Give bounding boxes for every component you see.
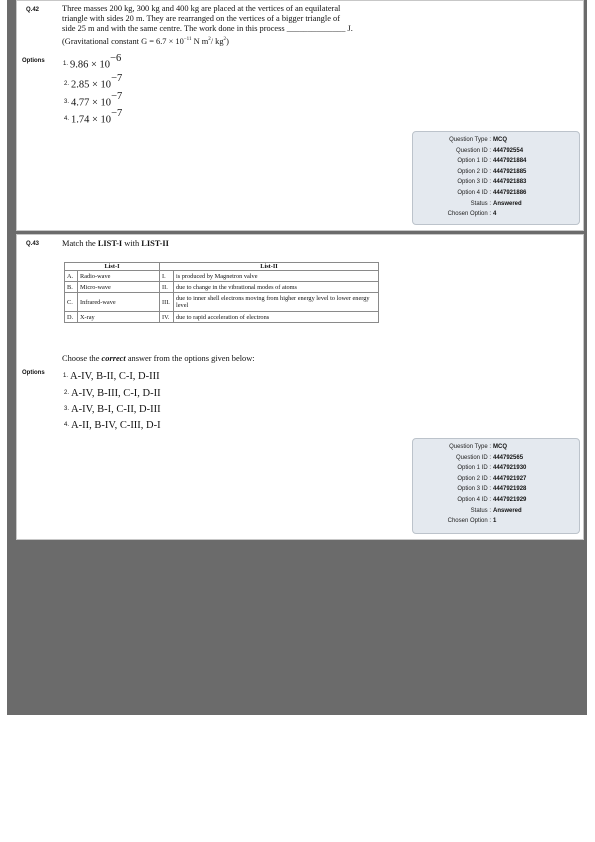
info-row: Option 1 ID : 4447921930 bbox=[457, 465, 527, 472]
info-row: Chosen Option : 4 bbox=[447, 211, 497, 218]
info-row: Status : Answered bbox=[470, 507, 522, 514]
info-row: Status : Answered bbox=[470, 200, 522, 207]
option-2: 2. A-IV, B-III, C-I, D-II bbox=[64, 388, 161, 399]
info-row: Option 3 ID : 4447921928 bbox=[457, 486, 527, 493]
info-row: Option 2 ID : 4447921885 bbox=[457, 168, 527, 175]
info-row: Option 4 ID : 4447921929 bbox=[457, 496, 527, 503]
options-label: Options bbox=[22, 58, 45, 64]
match-table bbox=[64, 262, 379, 323]
info-row: Question Type : MCQ bbox=[449, 137, 507, 143]
option-1: 1. A-IV, B-II, C-I, D-III bbox=[63, 371, 160, 382]
table-row: C. Infrared-wave III. due to inner shell electrons moving from higher energy level to lower energy level bbox=[65, 293, 379, 312]
choose-instruction: Choose the correct answer from the options given below: bbox=[62, 354, 255, 363]
info-row: Question Type : MCQ bbox=[449, 444, 507, 450]
question-text-line-1: Three masses 200 kg, 300 kg and 400 kg are placed at the vertices of an equilateral bbox=[62, 4, 341, 13]
question-prompt: Match the LIST-I with LIST-II bbox=[62, 239, 169, 248]
option-4: 4. $1.74 \times 10^{-7}$ bbox=[64, 108, 123, 126]
question-42-panel bbox=[16, 0, 584, 231]
option-4: 4. A-II, B-IV, C-III, D-I bbox=[64, 420, 161, 431]
option-3: 3. A-IV, B-I, C-II, D-III bbox=[64, 404, 161, 415]
info-row: Option 4 ID : 4447921886 bbox=[457, 189, 527, 196]
page-background bbox=[7, 0, 587, 715]
list-2-header: List-II bbox=[160, 263, 379, 271]
list-1-header: List-I bbox=[65, 263, 160, 271]
table-header-row bbox=[65, 263, 379, 271]
table-row: B. Micro-wave II. due to change in the vibrational modes of atoms bbox=[65, 282, 379, 293]
option-1: 1. $9.86 \times 10^{-6}$ bbox=[63, 53, 122, 71]
question-text-line-2: triangle with sides 20 m. They are rearranged on the vertices of a bigger triangle of bbox=[62, 14, 340, 23]
info-row: Question ID : 444792554 bbox=[455, 147, 524, 154]
info-row: Option 3 ID : 4447921883 bbox=[457, 179, 527, 186]
info-row: Option 2 ID : 4447921927 bbox=[457, 475, 527, 482]
info-row: Option 1 ID : 4447921884 bbox=[457, 158, 527, 165]
table-row: D. X-ray IV. due to rapid acceleration of electrons bbox=[65, 312, 379, 323]
question-text-line-3: side 25 m and with the same centre. The work done in this process ______________ J. bbox=[62, 24, 353, 33]
info-row: Question ID : 444792565 bbox=[455, 454, 524, 461]
option-3: 3. $4.77 \times 10^{-7}$ bbox=[64, 91, 123, 109]
table-row: A. Radio-wave I. is produced by Magnetron valve bbox=[65, 271, 379, 282]
info-row: Chosen Option : 1 bbox=[447, 518, 497, 525]
question-43-panel bbox=[16, 234, 584, 540]
question-number: Q.42 bbox=[26, 7, 40, 13]
question-info-box bbox=[412, 131, 580, 225]
question-info-box bbox=[412, 438, 580, 534]
question-number: Q.43 bbox=[26, 241, 40, 247]
gravitational-constant-note: (Gravitational constant $G = 6.7 \times 10^{-11}$ N $m^2/$ $kg^2$) bbox=[62, 36, 229, 46]
option-2: 2. $2.85 \times 10^{-7}$ bbox=[64, 73, 123, 91]
options-label: Options bbox=[22, 370, 45, 376]
